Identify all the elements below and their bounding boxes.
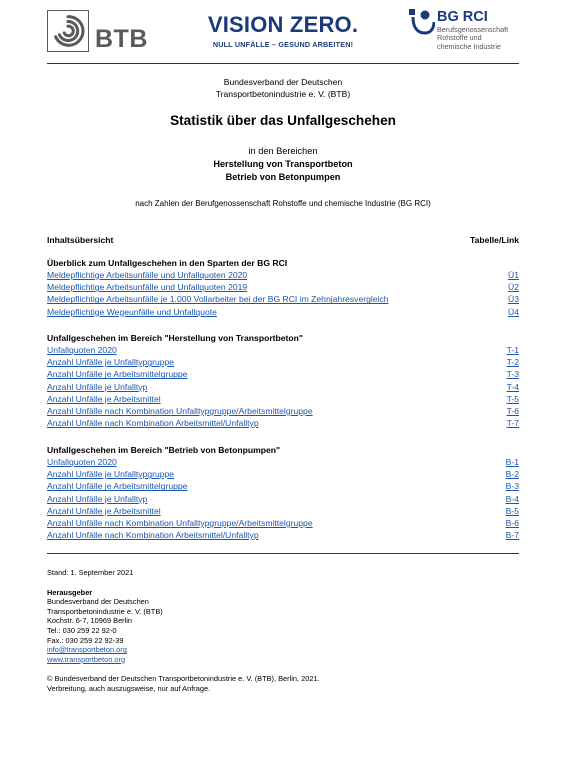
toc-link[interactable]: Meldepflichtige Wegeunfälle und Unfallquote (47, 306, 217, 317)
toc-ref-link[interactable]: B-6 (505, 517, 519, 528)
list-item[interactable] (47, 344, 519, 356)
toc-link[interactable]: Anzahl Unfälle je Arbeitsmittelgruppe (47, 481, 188, 492)
footer-divider (47, 553, 519, 554)
toc-ref-link[interactable]: T-7 (506, 418, 519, 429)
toc-ref-link[interactable]: Ü2 (508, 282, 519, 293)
list-item[interactable] (47, 468, 519, 480)
bgrci-logo (409, 9, 519, 53)
publisher-block: Herausgeber Bundesverband der Deutschen Transportbetonindustrie e. V. (BTB) Kochstr. 6-7, 10969 Berlin Tel.: 030 259 22 92-0 Fax.: 030 259 22 92-39 info@transportbeton.org www.transportbeton.org (47, 588, 519, 665)
section-title: Unfallgeschehen im Bereich "Betrieb von Betonpumpen" (47, 445, 281, 455)
vision-zero-logo (207, 14, 359, 54)
scope-intro: in den Bereichen Herstellung von Transportbeton Betrieb von Betonpumpen (213, 146, 353, 182)
list-item[interactable] (47, 293, 519, 305)
toc-ref-link[interactable]: B-3 (505, 481, 519, 492)
toc-link[interactable]: Anzahl Unfälle je Arbeitsmittel (47, 505, 161, 516)
toc-ref-link[interactable]: B-7 (505, 530, 519, 541)
toc-link[interactable]: Anzahl Unfälle je Unfalltyp (47, 493, 148, 504)
section-title: Überblick zum Unfallgeschehen in den Sparten der BG RCI (47, 258, 288, 268)
toc-section-betonpumpen (47, 444, 519, 541)
toc-ref-link[interactable]: B-1 (505, 457, 519, 467)
toc-link[interactable]: Anzahl Unfälle je Unfalltypgruppe (47, 469, 175, 480)
toc-ref-link[interactable]: T-2 (506, 357, 519, 368)
email-link[interactable]: info@transportbeton.org (47, 645, 127, 655)
list-item[interactable] (47, 306, 519, 318)
bgrci-mark-icon (409, 9, 435, 35)
list-item[interactable] (47, 405, 519, 417)
toc-link[interactable]: Anzahl Unfälle nach Kombination Arbeitsmittel/Unfalltyp (47, 530, 259, 541)
toc-ref-link[interactable]: T-4 (506, 381, 519, 392)
toc-link[interactable]: Anzahl Unfälle nach Kombination Arbeitsmittel/Unfalltyp (47, 418, 259, 429)
toc-ref-link[interactable]: B-4 (505, 493, 519, 504)
list-item[interactable] (47, 381, 519, 393)
bgrci-subtitle: Berufsgenossenschaft Rohstoffe und chemische Industrie (437, 25, 509, 51)
header-divider (47, 63, 519, 64)
toc-column-heading: Tabelle/Link (469, 235, 519, 245)
list-item[interactable] (47, 529, 519, 541)
toc-ref-link[interactable]: Ü4 (508, 306, 519, 317)
toc-section-overview (47, 257, 519, 318)
toc-link[interactable]: Anzahl Unfälle je Unfalltypgruppe (47, 357, 175, 368)
btb-wordmark: BTB (95, 25, 148, 53)
status-date: Stand: 1. September 2021 (47, 568, 134, 577)
vision-zero-title: VISION ZERO. (207, 12, 359, 37)
toc-link[interactable]: Anzahl Unfälle nach Kombination Unfalltypgruppe/Arbeitsmittelgruppe (47, 517, 313, 528)
list-item[interactable] (47, 393, 519, 405)
list-item[interactable] (47, 356, 519, 368)
toc-link[interactable]: Anzahl Unfälle nach Kombination Unfalltypgruppe/Arbeitsmittelgruppe (47, 405, 313, 416)
association-name: Bundesverband der Deutschen Transportbetonindustrie e. V. (BTB) (215, 77, 351, 99)
toc-link[interactable]: Meldepflichtige Arbeitsunfälle je 1.000 Vollarbeiter bei der BG RCI im Zehnjahresvergleich (47, 294, 389, 305)
toc-ref-link[interactable]: Ü3 (508, 294, 519, 305)
toc-heading: Inhaltsübersicht (47, 235, 114, 245)
bgrci-title: BG RCI (437, 9, 488, 25)
toc-link[interactable]: Anzahl Unfälle je Arbeitsmittel (47, 393, 161, 404)
vision-zero-subtitle: NULL UNFÄLLE – GESUND ARBEITEN! (212, 40, 354, 49)
list-item[interactable] (47, 281, 519, 293)
list-item[interactable] (47, 493, 519, 505)
website-link[interactable]: www.transportbeton.org (47, 654, 126, 664)
list-item[interactable] (47, 269, 519, 281)
section-title: Unfallgeschehen im Bereich "Herstellung von Transportbeton" (47, 333, 303, 343)
data-source-note: nach Zahlen der Berufgenossenschaft Rohstoffe und chemische Industrie (BG RCI) (135, 199, 431, 208)
toc-ref-link[interactable]: B-2 (505, 469, 519, 480)
toc-ref-link[interactable]: B-5 (505, 505, 519, 516)
list-item[interactable] (47, 517, 519, 529)
list-item[interactable] (47, 456, 519, 468)
btb-spiral-icon (47, 10, 89, 52)
toc-link[interactable]: Meldepflichtige Arbeitsunfälle und Unfallquoten 2019 (47, 282, 248, 293)
toc-link[interactable]: Meldepflichtige Arbeitsunfälle und Unfallquoten 2020 (47, 270, 248, 280)
copyright-notice: © Bundesverband der Deutschen Transportbetonindustrie e. V. (BTB), Berlin, 2021. Verbreitung, auch auszugsweise, nur auf Anfrage. (47, 674, 320, 693)
toc-link[interactable]: Anzahl Unfälle je Arbeitsmittelgruppe (47, 369, 188, 380)
toc-ref-link[interactable]: T-5 (506, 393, 519, 404)
toc-header (47, 235, 519, 245)
toc-section-transportbeton (47, 332, 519, 429)
list-item[interactable] (47, 368, 519, 380)
publisher-label: Herausgeber (47, 587, 93, 597)
list-item[interactable] (47, 505, 519, 517)
btb-logo (47, 10, 150, 54)
list-item[interactable] (47, 417, 519, 429)
toc-ref-link[interactable]: T-6 (506, 405, 519, 416)
imprint (47, 568, 519, 694)
toc-ref-link[interactable]: T-3 (506, 369, 519, 380)
toc-ref-link[interactable]: Ü1 (508, 270, 519, 280)
toc-link[interactable]: Unfallquoten 2020 (47, 457, 117, 467)
list-item[interactable] (47, 480, 519, 492)
toc-ref-link[interactable]: T-1 (506, 345, 519, 355)
document-title: Statistik über das Unfallgeschehen (170, 113, 396, 128)
toc-link[interactable]: Unfallquoten 2020 (47, 345, 117, 355)
toc-link[interactable]: Anzahl Unfälle je Unfalltyp (47, 381, 148, 392)
